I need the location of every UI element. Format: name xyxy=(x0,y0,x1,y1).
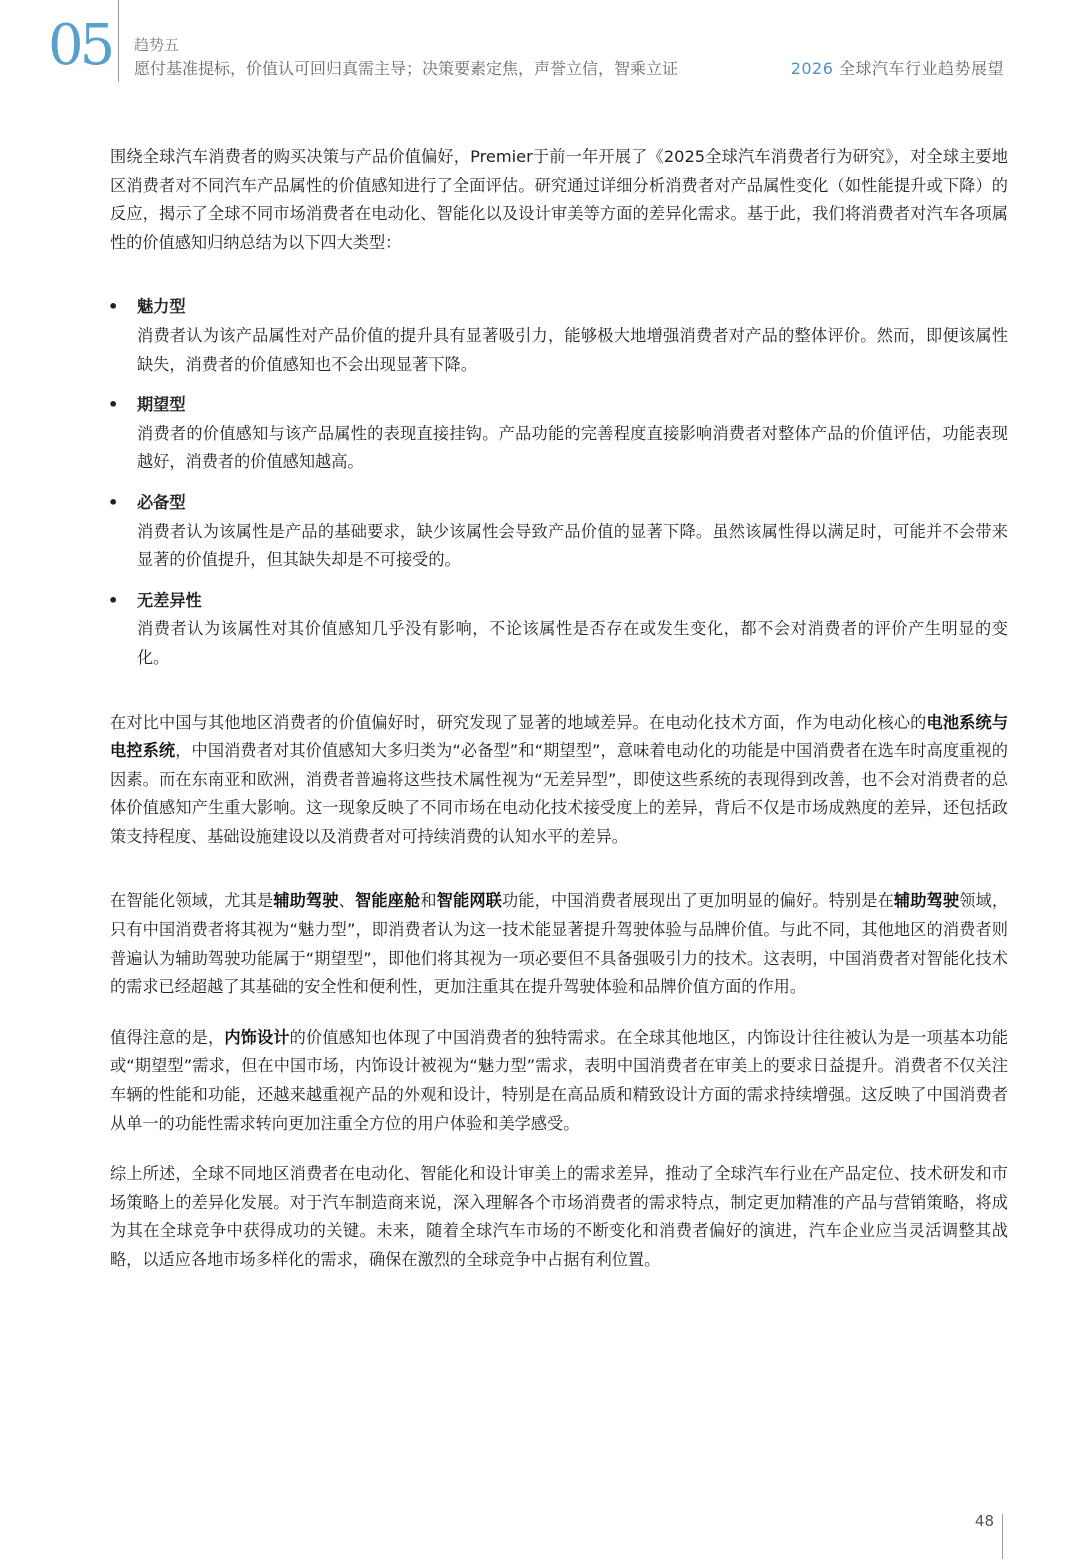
type-title: 期望型 xyxy=(137,395,186,415)
type-title: 必备型 xyxy=(137,492,186,512)
header-divider xyxy=(118,0,119,82)
paragraph-text: ，中国消费者对其价值感知大多归类为“必备型”和“期望型”，意味着电动化的功能是中国消费者在选车时高度重视的因素。而在东南亚和欧洲，消费者普遍将这些技术属性视为“无差异型”，即使这些系统的表现得到改善，也不会对消费者的总体价值感知产生重大影响。这一现象反映了不同市场在电动化技术接受度上的差异，背后不仅是市场成熟度的差异，还包括政策支持程度、基础设施建设以及消费者对可持续消费的认知水平的差异。 xyxy=(110,741,1008,846)
page-header xyxy=(0,0,1080,90)
intelligence-paragraph xyxy=(110,887,1008,1001)
bullet-icon: • xyxy=(108,395,119,415)
type-description: 消费者的价值感知与该产品属性的表现直接挂钩。产品功能的完善程度直接影响消费者对整体产品的价值评估，功能表现越好，消费者的价值感知越高。 xyxy=(137,423,1008,472)
paragraph-text: 值得注意的是， xyxy=(110,1027,225,1047)
chapter-label: 趋势五 xyxy=(134,36,180,54)
highlight-assisted-driving: 辅助驾驶 xyxy=(893,891,960,911)
page-number: 48 xyxy=(974,1512,994,1530)
paragraph-text: 和 xyxy=(420,891,437,911)
report-year: 2026 xyxy=(790,59,834,78)
type-title: 无差异性 xyxy=(137,590,202,610)
bullet-icon: • xyxy=(108,590,119,610)
paragraph-text: 功能，中国消费者展现出了更加明显的偏好。特别是在 xyxy=(501,891,894,911)
list-item xyxy=(110,587,1008,673)
value-type-list xyxy=(110,293,1008,672)
type-title: 魅力型 xyxy=(137,297,186,317)
paragraph-text: 在对比中国与其他地区消费者的价值偏好时，研究发现了显著的地域差异。在电动化技术方面，作为电动化核心的 xyxy=(110,712,927,732)
highlight-interior-design: 内饰设计 xyxy=(224,1027,290,1047)
bullet-icon: • xyxy=(108,492,119,512)
paragraph-text: 、 xyxy=(338,891,355,911)
highlight-assisted-driving: 辅助驾驶 xyxy=(273,891,339,911)
paragraph-text: 领域，只有中国消费者将其视为“魅力型”，即消费者认为这一技术能显著提升驾驶体验与品牌价值。与此不同，其他地区的消费者则普遍认为辅助驾驶功能属于“期望型”，即他们将其视为一项必要但不具备强吸引力的技术。这表明，中国消费者对智能化技术的需求已经超越了其基础的安全性和便利性，更加注重其在提升驾驶体验和品牌价值方面的作用。 xyxy=(110,891,1009,997)
chapter-number: 05 xyxy=(48,13,112,78)
bullet-icon: • xyxy=(108,297,119,317)
design-paragraph xyxy=(110,1024,1008,1138)
report-title xyxy=(791,56,1004,79)
paragraph-text: 的价值感知也体现了中国消费者的独特需求。在全球其他地区，内饰设计往往被认为是一项基本功能或“期望型”需求，但在中国市场，内饰设计被视为“魅力型”需求，表明中国消费者在审美上的要求日益提升。消费者不仅关注车辆的性能和功能，还越来越重视产品的外观和设计，特别是在高品质和精致设计方面的需求持续增强。这反映了中国消费者从单一的功能性需求转向更加注重全方位的用户体验和美学感受。 xyxy=(110,1027,1009,1133)
list-item xyxy=(110,489,1008,575)
type-description: 消费者认为该属性是产品的基础要求，缺少该属性会导致产品价值的显著下降。虽然该属性得以满足时，可能并不会带来显著的价值提升，但其缺失却是不可接受的。 xyxy=(137,521,1008,570)
chapter-subtitle: 愿付基准提标，价值认可回归真需主导；决策要素定焦，声誉立信，智乘立证 xyxy=(134,59,679,78)
footer-divider xyxy=(1002,1514,1003,1559)
list-item xyxy=(110,293,1008,379)
conclusion-paragraph: 综上所述，全球不同地区消费者在电动化、智能化和设计审美上的需求差异，推动了全球汽车行业在产品定位、技术研发和市场策略上的差异化发展。对于汽车制造商来说，深入理解各个市场消费者的需求特点，制定更加精准的产品与营销策略，将成为其在全球竞争中获得成功的关键。未来，随着全球汽车市场的不断变化和消费者偏好的演进，汽车企业应当灵活调整其战略，以适应各地市场多样化的需求，确保在激烈的全球竞争中占据有利位置。 xyxy=(110,1164,1008,1269)
type-description: 消费者认为该产品属性对产品价值的提升具有显著吸引力，能够极大地增强消费者对产品的整体评价。然而，即便该属性缺失，消费者的价值感知也不会出现显著下降。 xyxy=(137,325,1008,374)
main-content xyxy=(110,143,1008,1275)
electrification-paragraph xyxy=(110,709,1008,852)
highlight-connectivity: 智能网联 xyxy=(436,891,502,911)
list-item xyxy=(110,391,1008,477)
intro-paragraph: 围绕全球汽车消费者的购买决策与产品价值偏好，Premier于前一年开展了《2025全球汽车消费者行为研究》，对全球主要地区消费者对不同汽车产品属性的价值感知进行了全面评估。研究通过详细分析消费者对产品属性变化（如性能提升或下降）的反应，揭示了全球不同市场消费者在电动化、智能化以及设计审美等方面的差异化需求。基于此，我们将消费者对汽车各项属性的价值感知归纳总结为以下四大类型： xyxy=(110,147,1008,252)
highlight-smart-cockpit: 智能座舱 xyxy=(354,891,421,911)
paragraph-text: 在智能化领域，尤其是 xyxy=(110,891,274,911)
report-title-text: 全球汽车行业趋势展望 xyxy=(833,59,1004,78)
highlight-battery-systems: 电池系统与电控系统 xyxy=(110,712,1009,761)
type-description: 消费者认为该属性对其价值感知几乎没有影响，不论该属性是否存在或发生变化，都不会对消费者的评价产生明显的变化。 xyxy=(137,619,1008,667)
